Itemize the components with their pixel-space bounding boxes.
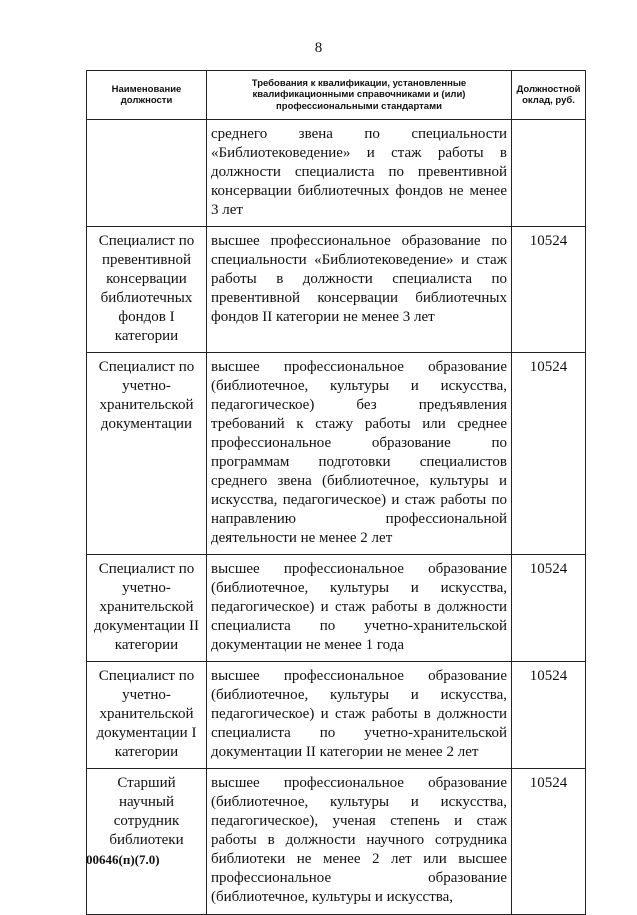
qualification-table — [86, 70, 586, 915]
requirements-cell: среднего звена по специальности «Библиотековедение» и стаж работы в должности специалиста по превентивной консервации библиотечных фондов не менее 3 лет — [207, 120, 512, 227]
salary-cell: 10524 — [512, 662, 586, 769]
position-cell: Старший научный сотрудник библиотеки — [87, 769, 207, 915]
position-cell — [87, 120, 207, 227]
salary-cell: 10524 — [512, 227, 586, 353]
salary-cell: 10524 — [512, 769, 586, 915]
salary-cell — [512, 120, 586, 227]
header-salary: Должностной оклад, руб. — [512, 71, 586, 120]
table-header — [87, 71, 586, 120]
header-position: Наименование должности — [87, 71, 207, 120]
salary-cell: 10524 — [512, 353, 586, 555]
requirements-cell: высшее профессиональное образование по специальности «Библиотековедение» и стаж работы в должности специалиста по превентивной консервации библиотечных фондов II категории не менее 3 лет — [207, 227, 512, 353]
table-row — [87, 353, 586, 555]
header-requirements: Требования к квалификации, установленные квалификационными справочниками и (или) профессиональными стандартами — [207, 71, 512, 120]
position-cell: Специалист по учетно-хранительской документации I категории — [87, 662, 207, 769]
table-row — [87, 227, 586, 353]
table-row — [87, 120, 586, 227]
position-cell: Специалист по учетно-хранительской документации — [87, 353, 207, 555]
requirements-cell: высшее профессиональное образование (библиотечное, культуры и искусства, педагогическое) и стаж работы в должности специалиста по учетно-хранительской документации не менее 1 года — [207, 555, 512, 662]
position-cell: Специалист по учетно-хранительской документации II категории — [87, 555, 207, 662]
table-row — [87, 555, 586, 662]
requirements-cell: высшее профессиональное образование (библиотечное, культуры и искусства, педагогическое) и стаж работы в должности специалиста по учетно-хранительской документации II категории не менее 2 лет — [207, 662, 512, 769]
requirements-cell: высшее профессиональное образование (библиотечное, культуры и искусства, педагогическое), ученая степень и стаж работы в должности научного сотрудника библиотеки не менее 2 лет или высшее профессиональное образование (библиотечное, культуры и искусства, — [207, 769, 512, 915]
document-code: 00646(п)(7.0) — [86, 852, 160, 867]
page-number: 8 — [314, 40, 323, 56]
salary-cell: 10524 — [512, 555, 586, 662]
table-row — [87, 769, 586, 915]
position-cell: Специалист по превентивной консервации библиотечных фондов I категории — [87, 227, 207, 353]
requirements-cell: высшее профессиональное образование (библиотечное, культуры и искусства, педагогическое) без предъявления требований к стажу работы или среднее профессиональное образование по программам подготовки специалистов среднего звена (библиотечное, культуры и искусства, педагогическое) и стаж работы по направлению профессиональной деятельности не менее 2 лет — [207, 353, 512, 555]
table-row — [87, 662, 586, 769]
